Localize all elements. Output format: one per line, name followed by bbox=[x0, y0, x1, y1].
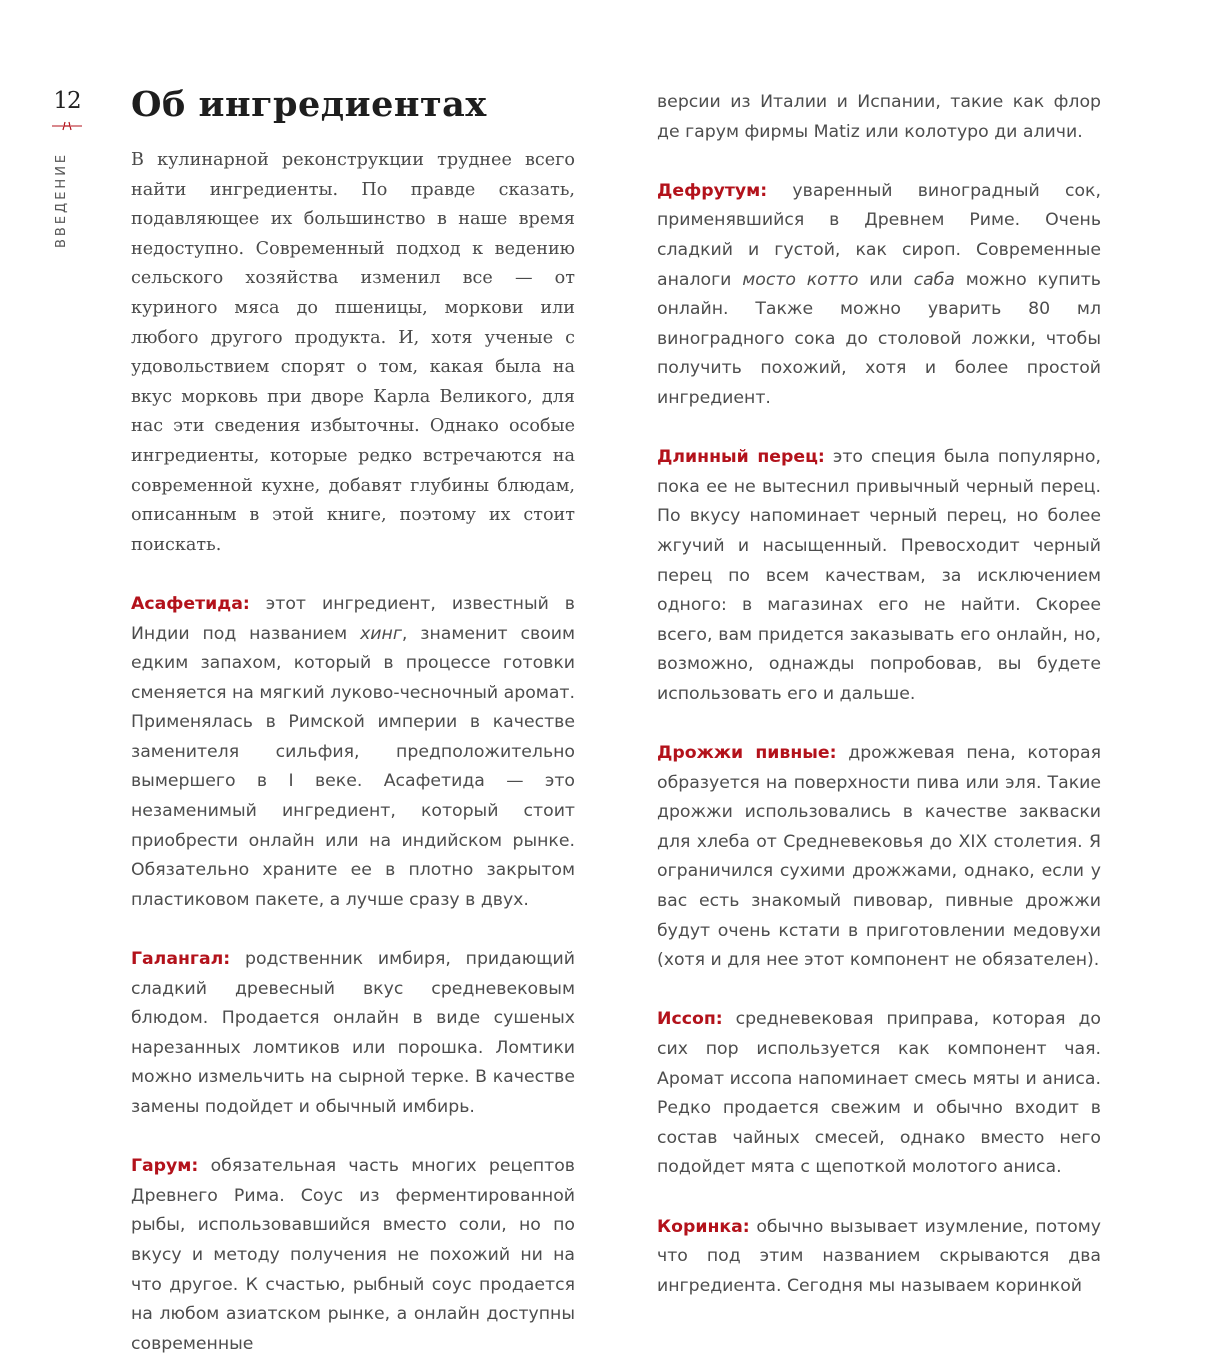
right-column bbox=[657, 88, 1101, 1301]
entry-term: Длинный перец: bbox=[657, 447, 825, 468]
entry-long-pepper bbox=[657, 443, 1101, 709]
entry-text: средневековая приправа, которая до сих пор используется как компонент чая. Аромат иссопа напоминает смесь мяты и аниса. Редко продается свежим и обычно входит в состав чайных смесей, однако вместо него подойдет мята с щепоткой молотого аниса. bbox=[657, 1009, 1101, 1178]
entry-term: Гарум: bbox=[131, 1156, 199, 1177]
entry-text: этот ингредиент, известный в Индии под названием bbox=[131, 593, 575, 644]
intro-paragraph: В кулинарной реконструкции труднее всего найти ингредиенты. По правде сказать, подавляющее их большинство в наше время недоступно. Современный подход к ведению сельского хозяйства изменил все — от куриного мяса до пшеницы, моркови или любого другого продукта. И, хотя ученые с удовольствием спорят о том, какая была на вкус морковь при дворе Карла Великого, для нас эти сведения избыточны. Однако особые ингредиенты, которые редко встречаются на современной кухне, добавят глубины блюдам, описанным в этой книге, поэтому их стоит поискать. bbox=[131, 150, 575, 555]
entry-garum-continued: версии из Италии и Испании, такие как флор де гарум фирмы Matiz или колотуро ди аличи. bbox=[657, 92, 1101, 142]
entry-term: Коринка: bbox=[657, 1216, 750, 1237]
entry-text-italic: хинг bbox=[360, 623, 402, 644]
entry-galangal bbox=[131, 945, 575, 1123]
entry-text: обязательная часть многих рецептов Древнего Рима. Соус из ферментированной рыбы, использовавшийся вместо соли, но по вкусу и методу получения не похожий ни на что другое. К счастью, рыбный соус продается на любом азиатском рынке, а онлайн доступны современные bbox=[131, 1156, 575, 1354]
entry-hyssop bbox=[657, 1005, 1101, 1183]
entry-term: Дрожжи пивные: bbox=[657, 743, 837, 764]
left-column bbox=[131, 146, 575, 1359]
entry-asafoetida bbox=[131, 590, 575, 916]
entry-text: уваренный виноградный сок, применявшийся в Древнем Риме. Очень сладкий и густой, как сироп. Современные аналоги bbox=[657, 180, 1101, 290]
entry-text-italic: мосто котто bbox=[742, 269, 859, 290]
entry-term: Дефрутум: bbox=[657, 180, 768, 201]
entry-text: это специя была популярно, пока ее не вытеснил привычный черный перец. По вкусу напоминает черный перец, но более жгучий и насыщенный. Превосходит черный перец по всем качествам, за исключением одного: в магазинах его не найти. Скорее всего, вам придется заказывать его онлайн, но, возможно, однажды попробовав, вы будете использовать его и дальше. bbox=[657, 447, 1102, 704]
page-number: 12 bbox=[53, 88, 81, 114]
entry-text: дрожжевая пена, которая образуется на поверхности пива или эля. Такие дрожжи использовались в качестве закваски для хлеба от Средневековья до XIX столетия. Я ограничился сухими дрожжами, однако, если у вас есть знакомый пивовар, пивные дрожжи будут очень кстати в приготовлении медовухи (хотя и для нее этот компонент не обязателен). bbox=[657, 743, 1101, 971]
entry-text: или bbox=[858, 269, 914, 290]
entry-text: родственник имбиря, придающий сладкий древесный вкус средневековым блюдом. Продается онлайн в виде сушеных нарезанных ломтиков или порошка. Ломтики можно измельчить на сырной терке. В качестве замены подойдет и обычный имбирь. bbox=[131, 949, 575, 1117]
section-label: ВВЕДЕНИЕ bbox=[54, 151, 69, 248]
entry-defrutum bbox=[657, 177, 1101, 414]
entry-term: Иссоп: bbox=[657, 1009, 723, 1030]
entry-text-italic: саба bbox=[913, 269, 955, 290]
entry-currant bbox=[657, 1213, 1101, 1302]
entry-brewers-yeast bbox=[657, 739, 1101, 976]
entry-term: Асафетида: bbox=[131, 593, 250, 614]
entry-text: , знаменит своим едким запахом, который в процессе готовки сменяется на мягкий луково-чесночный аромат. Применялась в Римской империи в качестве заменителя сильфия, предположительно вымершего в I веке. Асафетида — это незаменимый ингредиент, который стоит приобрести онлайн или на индийском рынке. Обязательно храните ее в плотно закрытом пластиковом пакете, а лучше сразу в двух. bbox=[131, 623, 575, 910]
page-title: Об ингредиентах bbox=[131, 84, 487, 125]
entry-text: обычно вызывает изумление, потому что под этим названием скрываются два ингредиента. Сегодня мы называем коринкой bbox=[657, 1216, 1101, 1296]
entry-term: Галангал: bbox=[131, 949, 231, 970]
ornament-divider-icon bbox=[52, 120, 82, 132]
entry-garum bbox=[131, 1152, 575, 1359]
entry-text: можно купить онлайн. Также можно уварить 80 мл виноградного сока до столовой ложки, чтобы получить похожий, хотя и более простой ингредиент. bbox=[657, 269, 1101, 408]
